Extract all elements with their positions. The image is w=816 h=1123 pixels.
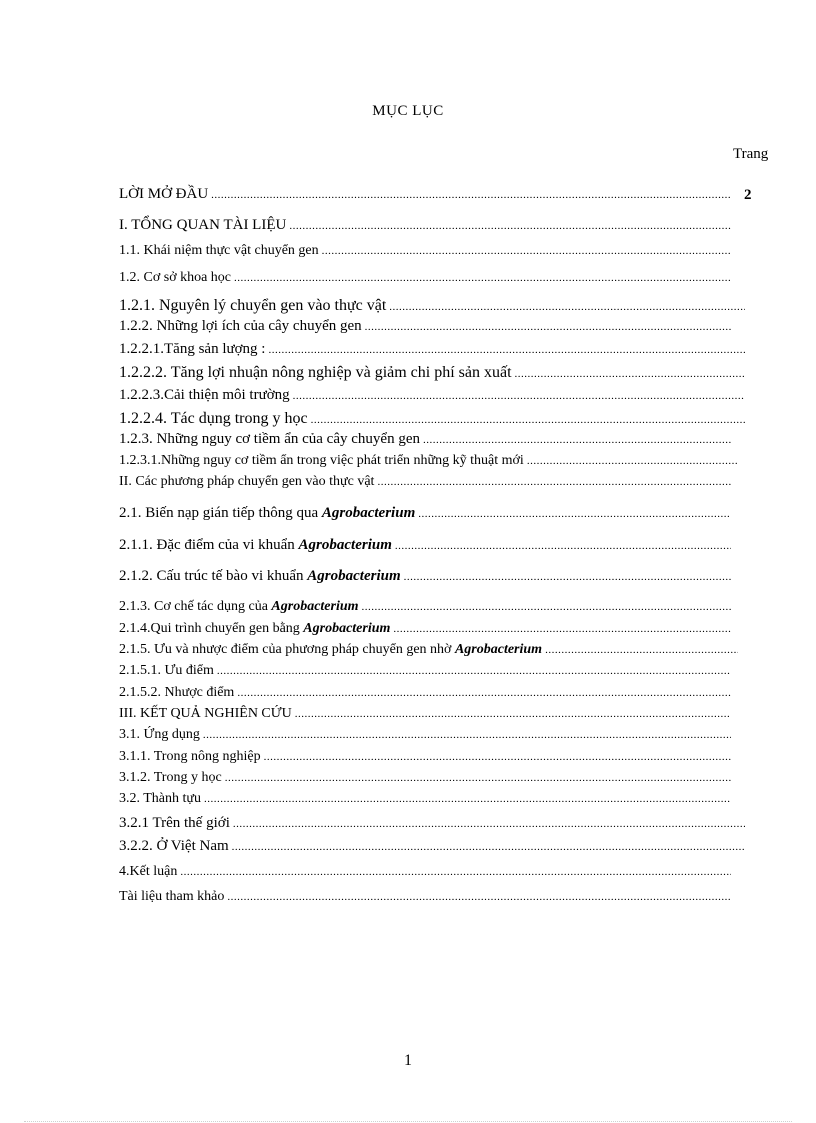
toc-entry (119, 475, 731, 489)
toc-entry-label: 1.2.2.1.Tăng sản lượng : (119, 341, 266, 357)
toc-entry-title (119, 816, 230, 831)
toc-entry (119, 319, 731, 334)
toc-entry-label: 3.2. Thành tựu (119, 791, 201, 806)
toc-entry-title (119, 686, 234, 700)
toc-dot-leader (295, 709, 731, 720)
toc-dot-leader (515, 369, 745, 380)
toc-entry-title (119, 707, 292, 721)
toc-entry (119, 728, 731, 742)
toc-entry-label: 1.2.3. Những nguy cơ tiềm ẩn của cây chuyển gen (119, 431, 420, 447)
toc-entry-label: 3.1.2. Trong y học (119, 770, 222, 785)
toc-dot-leader (404, 572, 731, 583)
toc-entry-organism: Agrobacterium (307, 568, 401, 584)
toc-entry-label: III. KẾT QUẢ NGHIÊN CỨU (119, 706, 292, 721)
toc-entry (119, 750, 731, 764)
toc-entry (119, 686, 731, 700)
toc-entry (119, 187, 731, 202)
toc-entry-label: 3.2.1 Trên thế giới (119, 815, 230, 831)
toc-entry (119, 816, 745, 831)
toc-dot-leader (289, 221, 731, 232)
toc-dot-leader (293, 391, 745, 402)
page-column-label: Trang (733, 146, 769, 162)
toc-dot-leader (268, 345, 745, 356)
toc-dot-leader (233, 819, 745, 830)
toc-entry-title (119, 792, 201, 806)
toc-entry-title (119, 622, 390, 636)
toc-entry (119, 432, 731, 447)
toc-entry-organism: Agrobacterium (303, 621, 391, 636)
toc-dot-leader (418, 509, 731, 520)
toc-entry-label: 1.1. Khái niệm thực vật chuyển gen (119, 243, 319, 258)
toc-entry-title (119, 728, 200, 742)
toc-entry-organism: Agrobacterium (454, 642, 543, 657)
toc-entry-label: 1.2.2.3.Cải thiện môi trường (119, 387, 290, 403)
toc-entry (119, 865, 731, 879)
toc-entry-label: 3.2.2. Ở Việt Nam (119, 838, 229, 854)
toc-entry-title (119, 750, 261, 764)
toc-entry-title (119, 664, 214, 678)
toc-dot-leader (264, 752, 731, 763)
toc-dot-leader (362, 602, 731, 613)
toc-entry-title (119, 454, 524, 468)
toc-entry-title (119, 411, 308, 427)
toc-entry-label: LỜI MỞ ĐẦU (119, 186, 209, 202)
toc-entry-label: 2.1. Biến nạp gián tiếp thông qua (119, 505, 322, 521)
toc-dot-leader (311, 415, 745, 426)
toc-dot-leader (377, 477, 731, 488)
toc-entry-title (119, 839, 229, 854)
toc-entry-title (119, 600, 359, 614)
toc-entry-label: 2.1.2. Cấu trúc tế bào vi khuẩn (119, 568, 308, 584)
toc-entry-title (119, 342, 265, 357)
toc-entry (119, 890, 731, 904)
toc-dot-leader (204, 794, 731, 805)
toc-entry (119, 707, 731, 721)
toc-entry-title (119, 475, 374, 489)
toc-dot-leader (393, 624, 731, 635)
toc-entry-label: 1.2. Cơ sở khoa học (119, 270, 232, 285)
toc-entry (119, 600, 731, 614)
toc-entry-label: 1.2.2.4. Tác dụng trong y học (119, 410, 308, 427)
toc-entry-label: 1.2.2.2. Tăng lợi nhuận nông nghiệp và giảm chi phí sản xuất (119, 364, 512, 381)
toc-entry-title (119, 218, 286, 233)
toc-entry-label: 1.2.2. Những lợi ích của cây chuyển gen (119, 318, 362, 334)
toc-entry (119, 365, 745, 381)
toc-entry (119, 538, 731, 553)
toc-entry (119, 218, 731, 233)
toc-dot-leader (232, 842, 745, 853)
page-number: 1 (404, 1052, 412, 1069)
toc-entry-title (119, 244, 319, 258)
toc-entry-label: Tài liệu tham khảo (119, 889, 225, 904)
toc-dot-leader (211, 190, 731, 201)
toc-entry (119, 454, 738, 468)
toc-dot-leader (217, 666, 731, 677)
toc-entry (119, 622, 731, 636)
toc-entry-label: II. Các phương pháp chuyển gen vào thực vật (119, 474, 375, 489)
toc-entry (119, 244, 731, 258)
toc-dot-leader (234, 273, 731, 284)
toc-entry-label: 2.1.4.Qui trình chuyển gen bằng (119, 621, 304, 636)
toc-entry (119, 388, 745, 403)
toc-dot-leader (227, 892, 731, 903)
toc-entry (119, 569, 731, 584)
toc-entry-label: 2.1.5.1. Ưu điểm (119, 663, 214, 678)
toc-entry-title (119, 890, 224, 904)
toc-entry-title (119, 506, 415, 521)
toc-entry-title (119, 643, 542, 657)
toc-entry-label: 2.1.3. Cơ chế tác dụng của (119, 599, 272, 614)
toc-entry (119, 342, 745, 357)
toc-entry-label: 4.Kết luận (119, 864, 178, 879)
toc-dot-leader (225, 773, 731, 784)
toc-entry-label: 2.1.5. Ưu và nhược điểm của phương pháp chuyển gen nhờ (119, 642, 455, 657)
toc-dot-leader (545, 645, 738, 656)
toc-entry-organism: Agrobacterium (321, 505, 416, 521)
toc-dot-leader (389, 302, 745, 313)
toc-entry-organism: Agrobacterium (271, 599, 359, 614)
toc-entry-label: 2.1.5.2. Nhược điểm (119, 685, 235, 700)
toc-entry (119, 792, 731, 806)
toc-entry (119, 664, 731, 678)
toc-entry-title (119, 271, 231, 285)
toc-entry-label: 3.1. Ứng dụng (119, 727, 200, 742)
toc-entry-title (119, 432, 420, 447)
toc-entry-title (119, 771, 222, 785)
toc-entry (119, 839, 745, 854)
toc-entry-page: 2 (744, 187, 752, 203)
toc-entry-title (119, 319, 362, 334)
toc-dot-leader (527, 456, 738, 467)
toc-dot-leader (180, 867, 731, 878)
toc-entry-label: I. TỔNG QUAN TÀI LIỆU (119, 217, 287, 233)
toc-entry (119, 643, 738, 657)
toc-entry (119, 771, 731, 785)
toc-entry-title (119, 298, 386, 314)
toc-entry-organism: Agrobacterium (298, 537, 392, 553)
toc-entry (119, 271, 731, 285)
toc-entry-label: 2.1.1. Đặc điểm của vi khuẩn (119, 537, 299, 553)
toc-dot-leader (237, 688, 731, 699)
toc-dot-leader (423, 435, 731, 446)
page-title: MỤC LỤC (372, 103, 444, 119)
toc-entry-label: 1.2.1. Nguyên lý chuyển gen vào thực vật (119, 297, 387, 314)
footer-divider (24, 1121, 792, 1122)
toc-entry-title (119, 187, 208, 202)
toc-entry-title (119, 569, 401, 584)
toc-dot-leader (365, 322, 731, 333)
toc-entry-title (119, 365, 512, 381)
toc-dot-leader (322, 246, 731, 257)
toc-dot-leader (203, 730, 731, 741)
toc-entry (119, 411, 745, 427)
toc-entry-label: 3.1.1. Trong nông nghiệp (119, 749, 261, 764)
toc-entry-title (119, 388, 290, 403)
toc-entry (119, 506, 731, 521)
toc-entry-title (119, 865, 177, 879)
toc-entry-title (119, 538, 392, 553)
toc-dot-leader (395, 541, 731, 552)
toc-entry-label: 1.2.3.1.Những nguy cơ tiềm ẩn trong việc phát triển những kỹ thuật mới (119, 453, 524, 468)
toc-entry (119, 298, 745, 314)
